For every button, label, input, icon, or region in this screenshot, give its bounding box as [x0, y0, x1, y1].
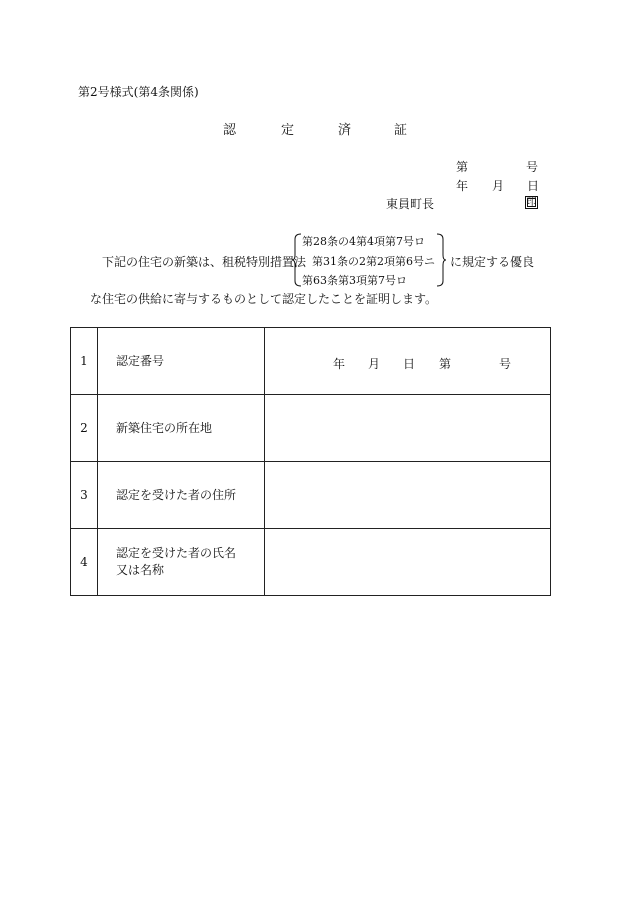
- left-brace: [292, 233, 302, 287]
- right-brace: [436, 233, 446, 287]
- cert-month: 月: [368, 357, 381, 371]
- issuer-name: 東員町長: [386, 197, 435, 211]
- document-title: [0, 124, 630, 138]
- certificate-table: [70, 327, 551, 596]
- row-label: 新築住宅の所在地: [98, 395, 265, 462]
- issue-date-year: 年: [456, 179, 469, 193]
- seal-char: 印: [526, 197, 537, 208]
- row-label: 認定を受けた者の住所: [98, 462, 265, 529]
- law-option-3: 第63条第3項第7号ロ: [302, 274, 407, 287]
- issue-date-month: 月: [492, 179, 505, 193]
- body-trail: に規定する優良: [450, 255, 535, 269]
- row-label: [98, 529, 265, 596]
- row-label-text: 認定を受けた者の氏名又は名称: [116, 546, 237, 577]
- title-char-2: 定: [281, 123, 295, 138]
- table-row: [71, 462, 551, 529]
- law-option-2: 第31条の2第2項第6号ニ: [312, 255, 435, 268]
- row-number: 3: [71, 462, 98, 529]
- location-field: [265, 395, 551, 462]
- name-field: [265, 529, 551, 596]
- row-label: 認定番号: [98, 328, 265, 395]
- law-option-1: 第28条の4第4項第7号ロ: [302, 235, 425, 248]
- cert-year: 年: [333, 357, 346, 371]
- title-char-4: 証: [394, 123, 408, 138]
- body-lead: 下記の住宅の新築は、租税特別措置法: [102, 255, 307, 269]
- issue-number-prefix: 第: [456, 160, 469, 174]
- title-char-3: 済: [338, 123, 352, 138]
- issue-date-day: 日: [527, 179, 540, 193]
- issue-number-suffix: 号: [526, 160, 539, 174]
- row-number: 4: [71, 529, 98, 596]
- row-number: 1: [71, 328, 98, 395]
- row-number: 2: [71, 395, 98, 462]
- table-row: [71, 328, 551, 395]
- table-row: [71, 395, 551, 462]
- table-row: [71, 529, 551, 596]
- form-number: 第2号様式(第4条関係): [78, 85, 199, 99]
- cert-no-suffix: 号: [499, 357, 512, 371]
- cert-day: 日: [403, 357, 416, 371]
- cert-number-field: [265, 328, 551, 395]
- address-field: [265, 462, 551, 529]
- body-line-2: な住宅の供給に寄与するものとして認定したことを証明します。: [90, 292, 438, 306]
- seal-mark: [525, 196, 538, 209]
- title-char-1: 認: [223, 123, 237, 138]
- cert-no-prefix: 第: [439, 357, 452, 371]
